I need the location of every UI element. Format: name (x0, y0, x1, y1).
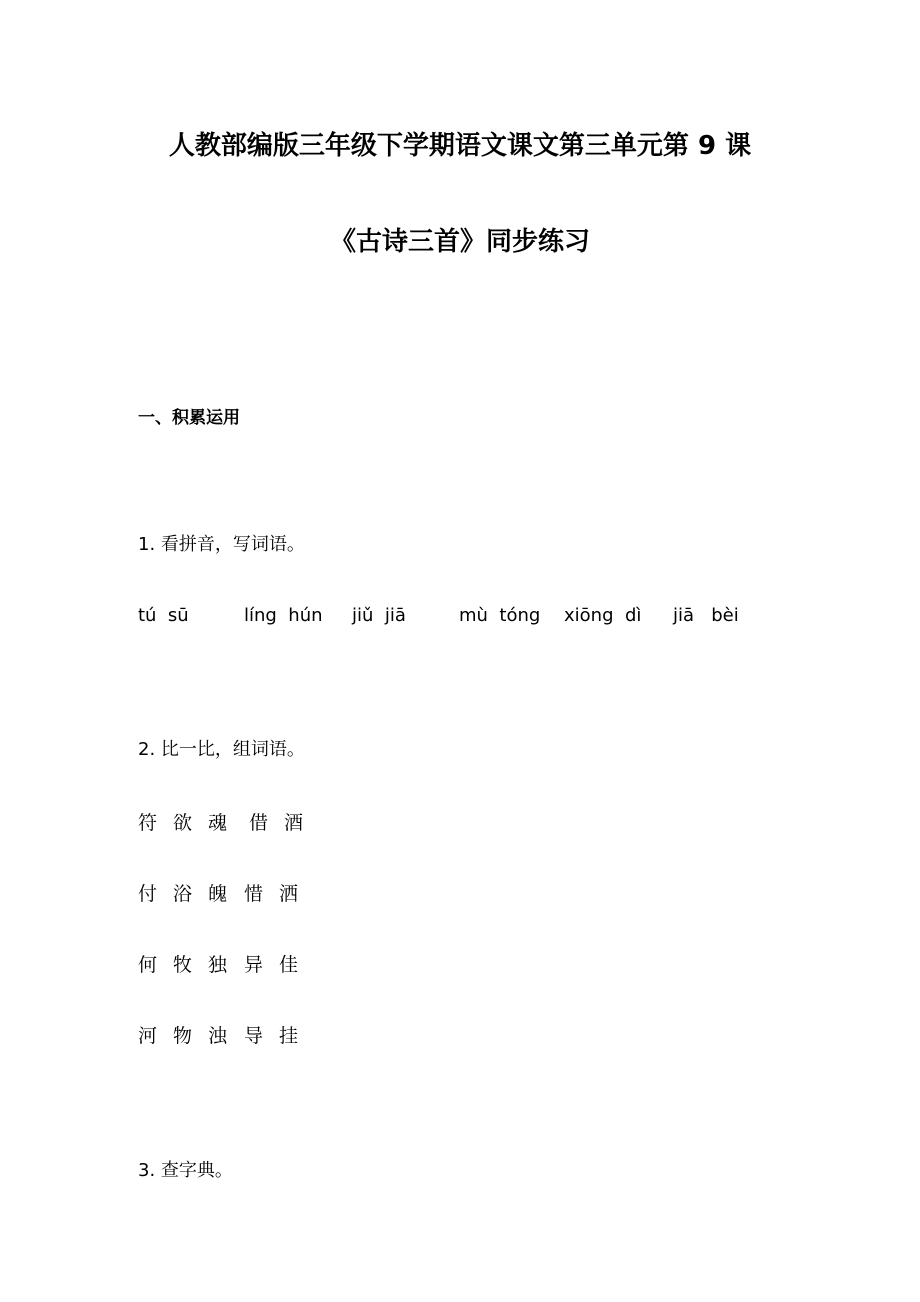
character: 异 (244, 954, 264, 976)
question-2-label: 2. 比一比，组词语。 (138, 739, 305, 760)
character: 魄 (208, 883, 228, 905)
question-1-label: 1. 看拼音，写词语。 (138, 534, 305, 555)
character: 河 (138, 1025, 158, 1047)
page-title-line-2: 《古诗三首》同步练习 (329, 227, 590, 257)
question-3-label: 3. 查字典。 (138, 1160, 233, 1181)
character: 洒 (279, 883, 299, 905)
character: 浊 (208, 1025, 228, 1047)
character: 挂 (279, 1025, 299, 1047)
character: 符 (138, 812, 158, 834)
character: 酒 (284, 812, 304, 834)
character: 独 (208, 954, 228, 976)
character: 魂 (208, 812, 228, 834)
pinyin-item: jiǔ jiā (352, 605, 406, 626)
character: 惜 (244, 883, 264, 905)
character: 牧 (173, 954, 193, 976)
character: 导 (244, 1025, 264, 1047)
page-title-line-1: 人教部编版三年级下学期语文课文第三单元第 9 课 (168, 131, 752, 161)
character: 欲 (173, 812, 193, 834)
pinyin-row (0, 603, 920, 629)
character: 物 (173, 1025, 193, 1047)
pinyin-item: xiōng dì (564, 605, 642, 626)
character: 浴 (173, 883, 193, 905)
character: 借 (249, 812, 269, 834)
pinyin-item: líng hún (244, 605, 323, 626)
pinyin-item: tú sū (138, 605, 189, 626)
character: 何 (138, 954, 158, 976)
pinyin-item: mù tóng (459, 605, 541, 626)
pinyin-item: jiā bèi (673, 605, 739, 626)
character: 佳 (279, 954, 299, 976)
character: 付 (138, 883, 158, 905)
section-heading-accumulation: 一、积累运用 (138, 408, 240, 428)
